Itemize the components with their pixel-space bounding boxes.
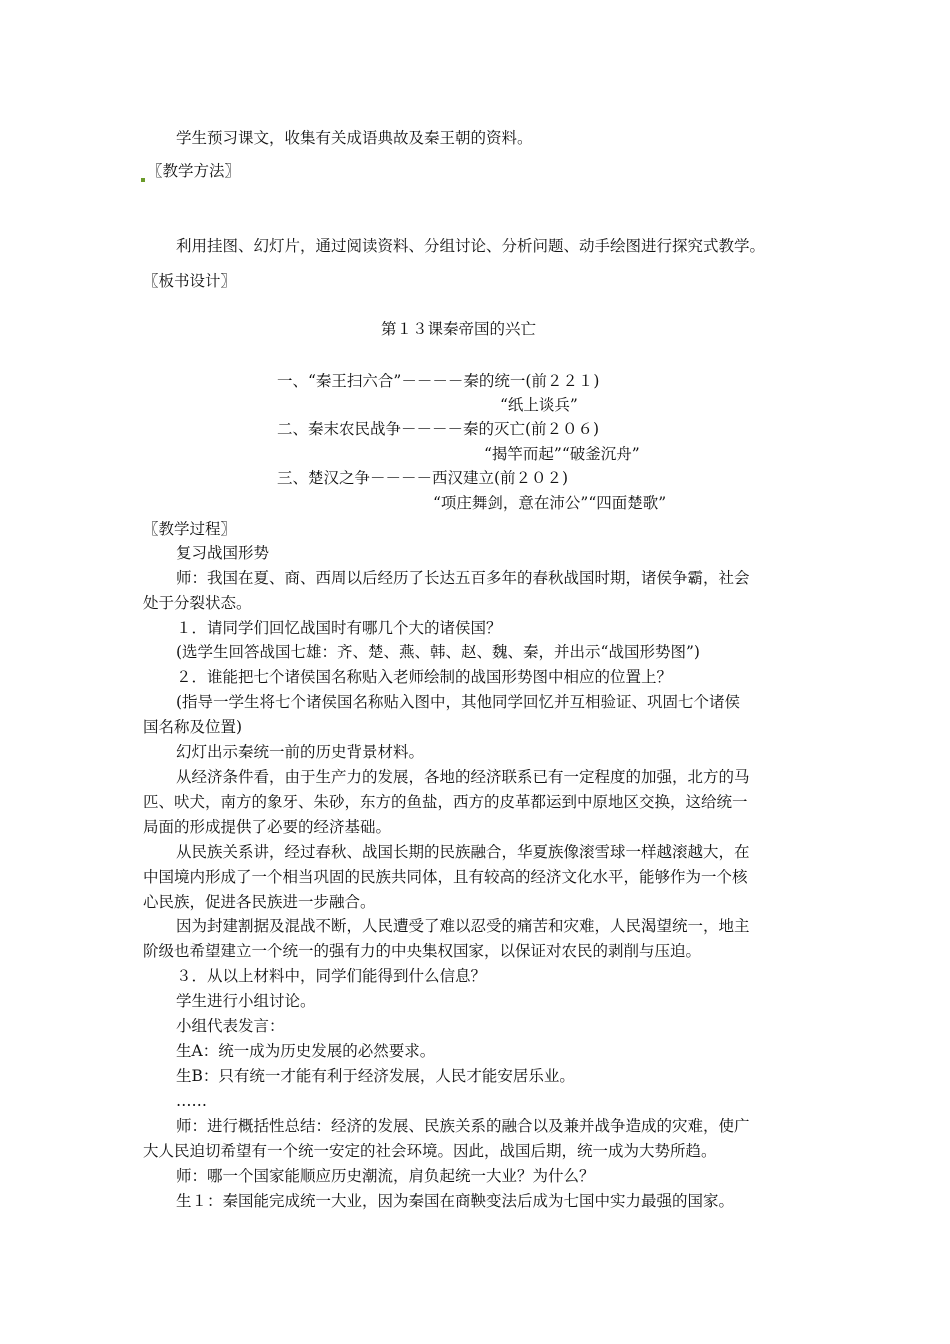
board-design-heading: 〖板书设计〗 bbox=[143, 272, 237, 290]
paragraph-line: 复习战国形势 bbox=[176, 544, 270, 562]
paragraph-line: 师：哪一个国家能顺应历史潮流，肩负起统一大业？为什么？ bbox=[176, 1167, 595, 1185]
paragraph-line: 局面的形成提供了必要的经济基础。 bbox=[143, 818, 392, 836]
paragraph-line: １．请同学们回忆战国时有哪几个大的诸侯国？ bbox=[176, 619, 502, 637]
paragraph-line: 国名称及位置) bbox=[143, 718, 243, 736]
paragraph-line: 师：进行概括性总结：经济的发展、民族关系的融合以及兼并战争造成的灾难，使广 bbox=[176, 1117, 750, 1135]
paragraph-line: (选学生回答战国七雄：齐、楚、燕、韩、赵、魏、秦，并出示“战国形势图”) bbox=[176, 643, 700, 661]
paragraph-line: 学生进行小组讨论。 bbox=[176, 992, 316, 1010]
paragraph-line: 生A：统一成为历史发展的必然要求。 bbox=[176, 1042, 436, 1060]
paragraph-line: 阶级也希望建立一个统一的强有力的中央集权国家，以保证对农民的剥削与压迫。 bbox=[143, 942, 702, 960]
paragraph-line: 幻灯出示秦统一前的历史背景材料。 bbox=[176, 743, 425, 761]
preparation-text: 学生预习课文，收集有关成语典故及秦王朝的资料。 bbox=[176, 129, 533, 147]
paragraph-line: 生１：秦国能完成统一大业，因为秦国在商鞅变法后成为七国中实力最强的国家。 bbox=[176, 1192, 735, 1210]
paragraph-line: 处于分裂状态。 bbox=[143, 594, 252, 612]
paragraph-line: 小组代表发言： bbox=[176, 1017, 285, 1035]
paragraph-line: 中国境内形成了一个相当巩固的民族共同体，且有较高的经济文化水平，能够作为一个核 bbox=[143, 868, 748, 886]
bullet-mark bbox=[141, 178, 145, 182]
paragraph-line: …… bbox=[176, 1092, 207, 1110]
paragraph-line: ３．从以上材料中，同学们能得到什么信息？ bbox=[176, 967, 487, 985]
teaching-method-heading: 〖教学方法〗 bbox=[147, 162, 241, 180]
board-idiom-3: “项庄舞剑，意在沛公”“四面楚歌” bbox=[433, 494, 667, 512]
paragraph-line: 从民族关系讲，经过春秋、战国长期的民族融合，华夏族像滚雪球一样越滚越大，在 bbox=[176, 843, 750, 861]
board-idiom-1: “纸上谈兵” bbox=[500, 396, 578, 414]
paragraph-line: 生B：只有统一才能有利于经济发展，人民才能安居乐业。 bbox=[176, 1067, 575, 1085]
paragraph-line: 心民族，促进各民族进一步融合。 bbox=[143, 893, 376, 911]
paragraph-line: 大人民迫切希望有一个统一安定的社会环境。因此，战国后期，统一成为大势所趋。 bbox=[143, 1142, 717, 1160]
paragraph-line: 从经济条件看，由于生产力的发展，各地的经济联系已有一定程度的加强，北方的马 bbox=[176, 768, 750, 786]
board-item-3: 三、楚汉之争－－－－西汉建立(前２０２) bbox=[277, 469, 569, 487]
paragraph-line: 匹、吠犬，南方的象牙、朱砂，东方的鱼盐，西方的皮革都运到中原地区交换，这给统一 bbox=[143, 793, 748, 811]
board-title: 第１３课秦帝国的兴亡 bbox=[381, 320, 537, 338]
board-item-1: 一、“秦王扫六合”－－－－秦的统一(前２２１) bbox=[277, 372, 600, 390]
paragraph-line: 师：我国在夏、商、西周以后经历了长达五百多年的春秋战国时期，诸侯争霸，社会 bbox=[176, 569, 750, 587]
paragraph-line: (指导一学生将七个诸侯国名称贴入图中，其他同学回忆并互相验证、巩固七个诸侯 bbox=[176, 693, 741, 711]
teaching-process-heading: 〖教学过程〗 bbox=[143, 520, 237, 538]
board-item-2: 二、秦末农民战争－－－－秦的灭亡(前２０６) bbox=[277, 420, 600, 438]
paragraph-line: ２．谁能把七个诸侯国名称贴入老师绘制的战国形势图中相应的位置上？ bbox=[176, 668, 673, 686]
teaching-method-text: 利用挂图、幻灯片，通过阅读资料、分组讨论、分析问题、动手绘图进行探究式教学。 bbox=[176, 237, 766, 255]
paragraph-line: 因为封建割据及混战不断，人民遭受了难以忍受的痛苦和灾难，人民渴望统一，地主 bbox=[176, 917, 750, 935]
board-idiom-2: “揭竿而起”“破釜沉舟” bbox=[484, 445, 640, 463]
